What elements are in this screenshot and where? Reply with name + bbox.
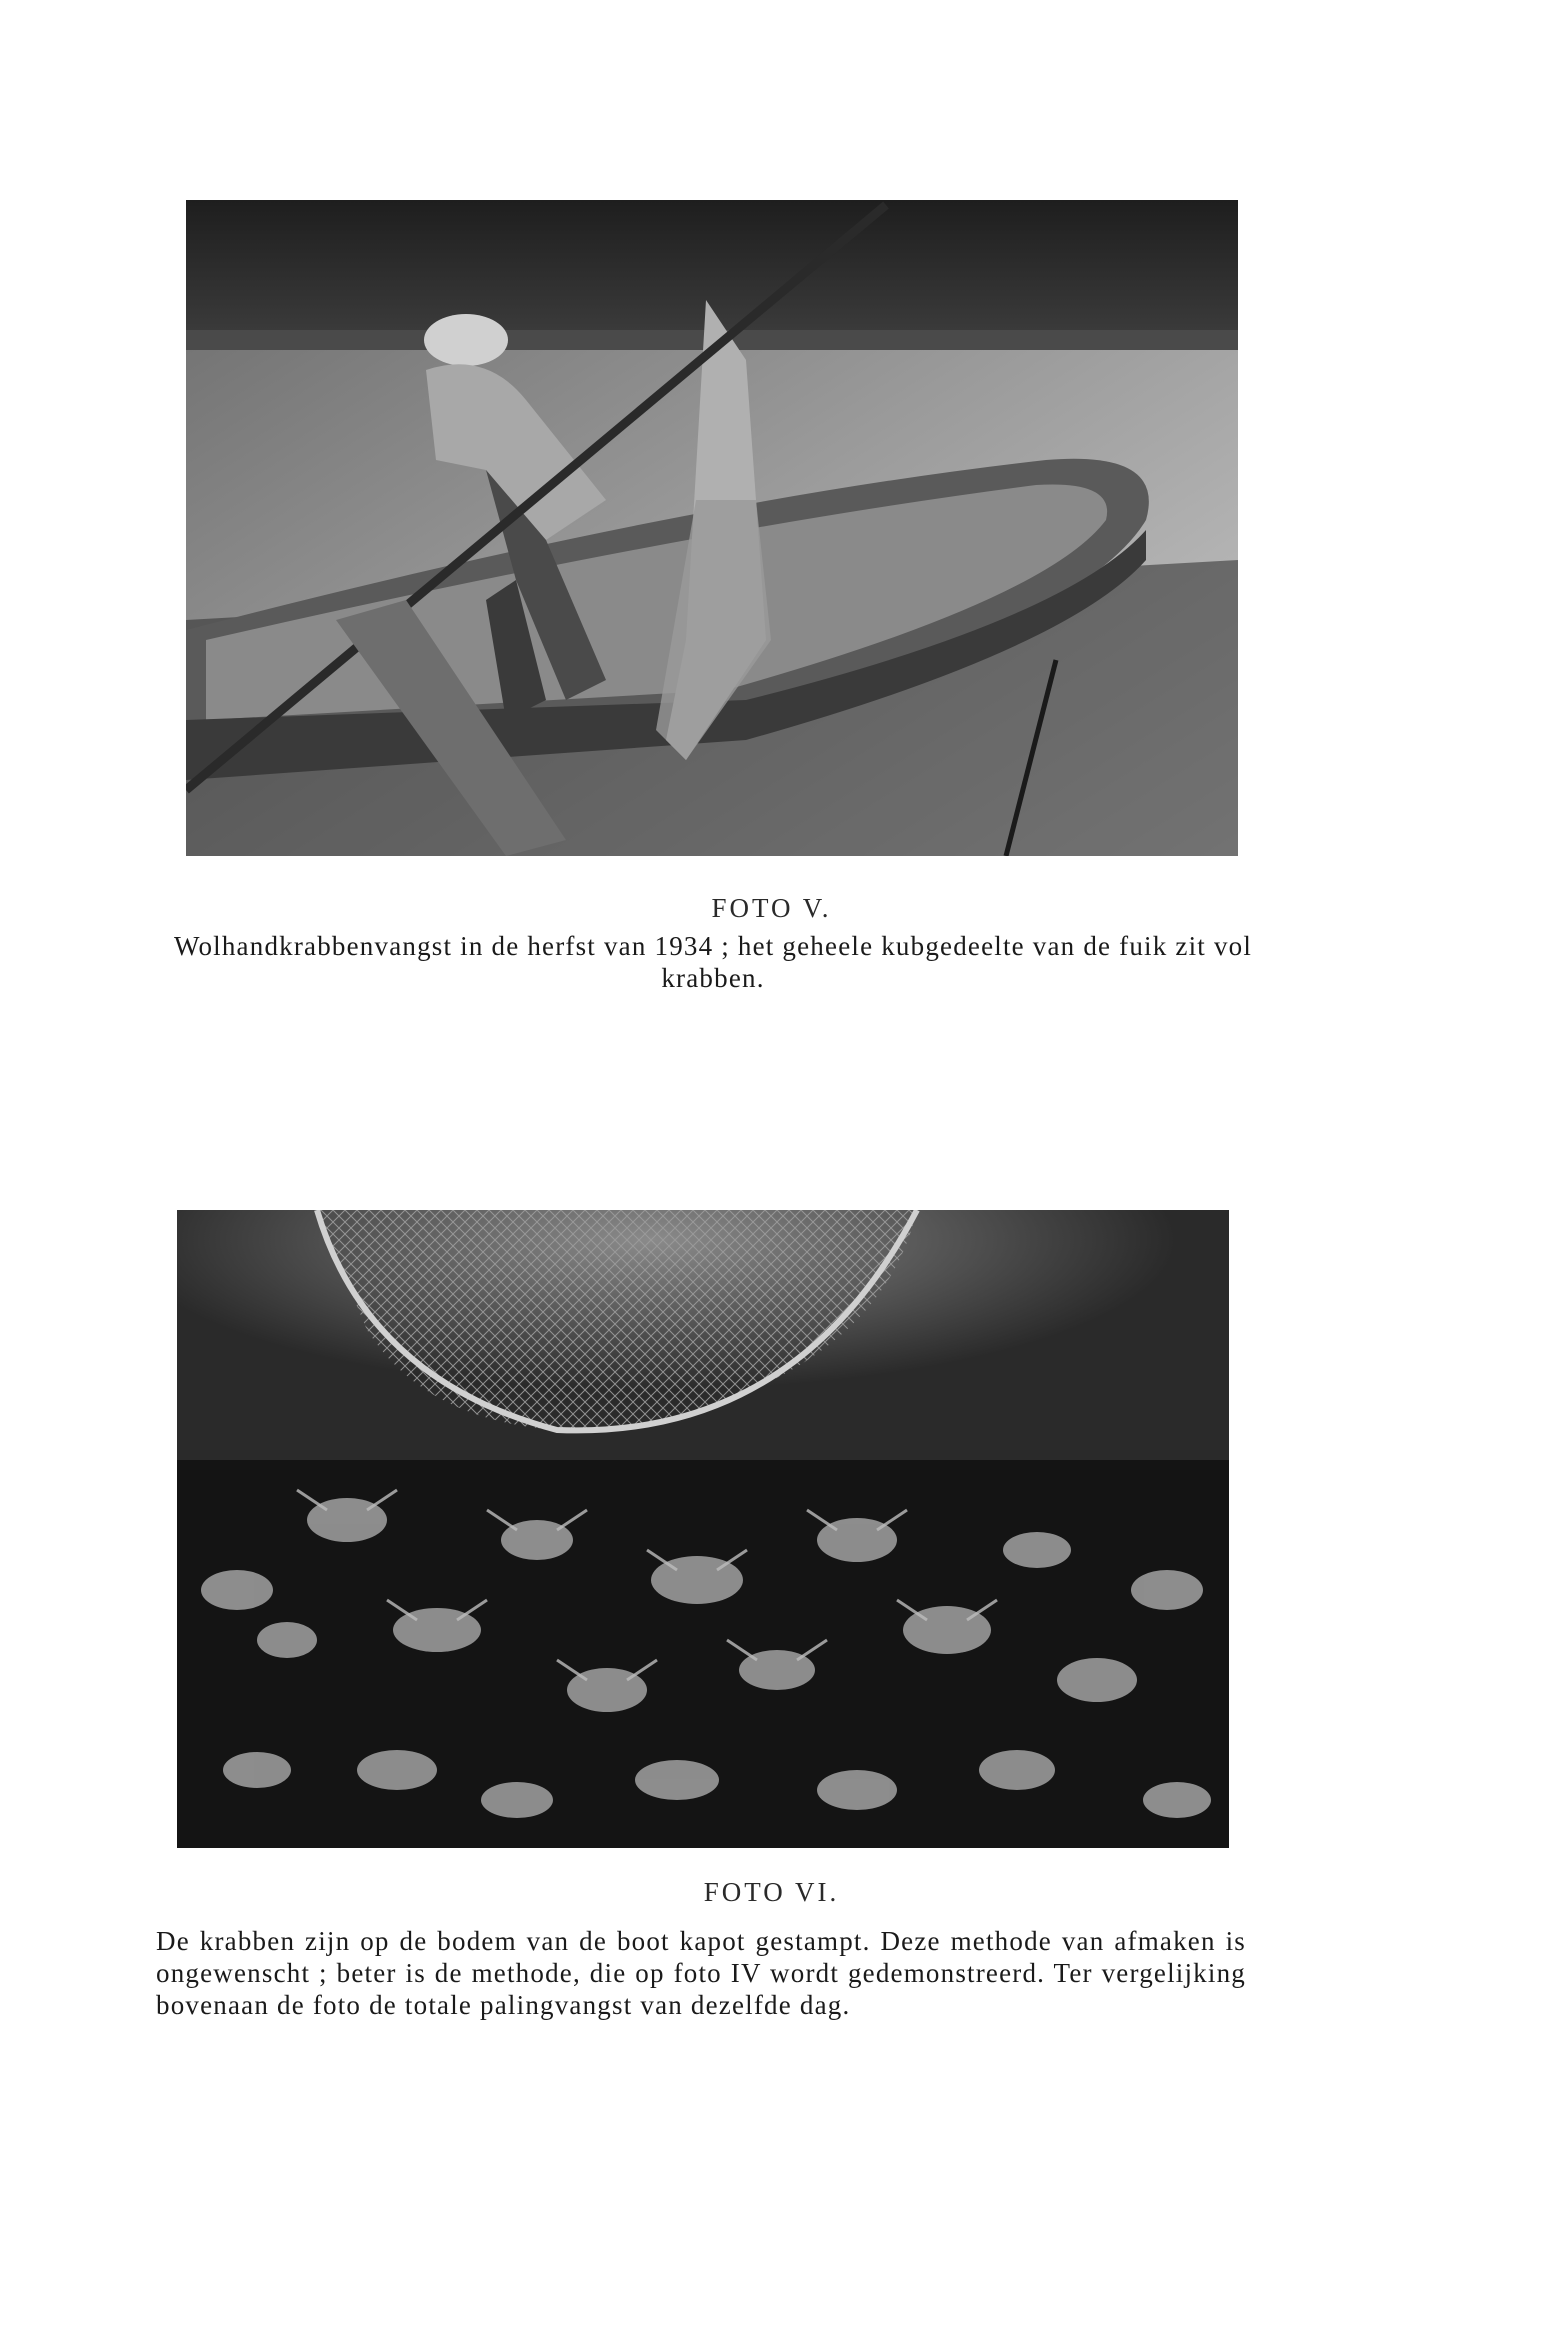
figure-caption: Wolhandkrabbenvangst in de herfst van 1934 ; het geheele kubgedeelte van de fuik zit vol krabben. <box>173 931 1253 993</box>
figure-label: FOTO VI. <box>703 1877 840 1907</box>
figure-label: FOTO V. <box>711 893 832 923</box>
photo-crabs-in-boat-image <box>177 1210 1229 1848</box>
photo-fisherman-boat-image <box>186 200 1238 856</box>
photo-fisherman-boat <box>186 200 1238 856</box>
photo-crabs-in-boat <box>177 1210 1229 1848</box>
figure-caption: De krabben zijn op de bodem van de boot kapot gestampt. Deze methode van afmaken is ongewenscht ; beter is de methode, die op foto IV wordt gedemonstreerd. Ter vergelijking bovenaan de foto de totale palingvangst van dezelfde dag. <box>156 1926 1246 2020</box>
